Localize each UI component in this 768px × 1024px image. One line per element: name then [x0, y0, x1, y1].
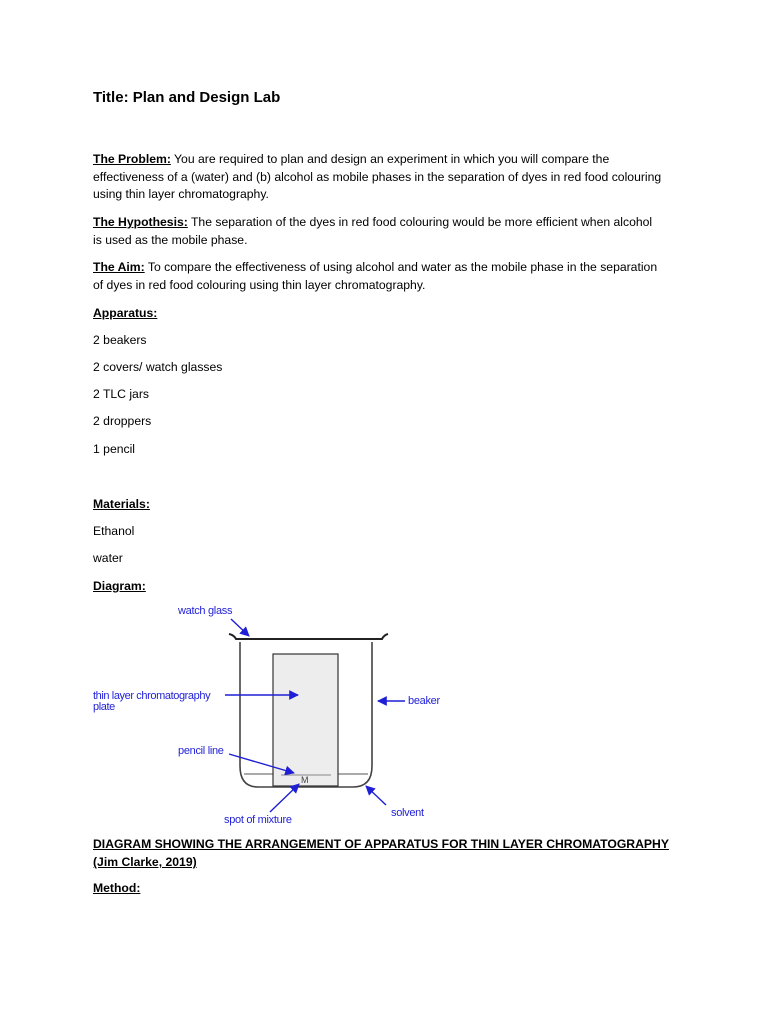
materials-heading: Materials:: [93, 497, 150, 511]
solvent-arrow: [366, 786, 386, 805]
materials-item: water: [93, 551, 123, 565]
diagram-caption: [93, 835, 693, 871]
aim-text: To compare the effectiveness of using alcohol and water as the mobile phase in the separation of dyes in red food colouring using thin layer chromatography.: [93, 260, 658, 292]
spot-label: spot of mixture: [224, 814, 292, 826]
spot-marker-label: M: [301, 775, 309, 785]
page-title: Title: Plan and Design Lab: [93, 89, 281, 106]
materials-item: Ethanol: [93, 524, 135, 538]
problem-paragraph: [93, 151, 663, 204]
diagram-caption-line2: (Jim Clarke, 2019): [93, 855, 197, 869]
beaker-label: beaker: [408, 695, 440, 707]
tlc-plate-label: [93, 690, 213, 713]
tlc-plate-label-line1: thin layer chromatography: [93, 690, 211, 702]
apparatus-item: 2 beakers: [93, 333, 147, 347]
hypothesis-text: The separation of the dyes in red food colouring would be more efficient when alcohol is used as the mobile phase.: [93, 215, 653, 247]
apparatus-item: 2 covers/ watch glasses: [93, 360, 223, 374]
watch-glass-arrow: [231, 619, 249, 636]
hypothesis-paragraph: [93, 214, 663, 249]
apparatus-item: 2 TLC jars: [93, 387, 149, 401]
apparatus-item: 1 pencil: [93, 442, 136, 456]
spot-arrow: [270, 784, 299, 812]
tlc-plate-shape: [273, 654, 338, 786]
apparatus-heading: Apparatus:: [93, 306, 158, 320]
tlc-apparatus-diagram: [0, 590, 768, 830]
problem-label: The Problem:: [93, 152, 171, 166]
tlc-plate-label-line2: plate: [93, 701, 115, 713]
aim-paragraph: [93, 259, 663, 294]
apparatus-item: 2 droppers: [93, 414, 152, 428]
problem-text: You are required to plan and design an experiment in which you will compare the effectiveness of a (water) and (b) alcohol as mobile phases in the separation of dyes in red food colouring using thin layer chromatography.: [93, 152, 662, 201]
method-heading: Method:: [93, 881, 141, 895]
diagram-heading: Diagram:: [93, 579, 146, 593]
solvent-label: solvent: [391, 807, 424, 819]
aim-label: The Aim:: [93, 260, 145, 274]
watch-glass-shape: [229, 634, 388, 639]
hypothesis-label: The Hypothesis:: [93, 215, 188, 229]
watch-glass-label: watch glass: [178, 605, 233, 617]
pencil-line-label: pencil line: [178, 745, 224, 757]
diagram-caption-line1: DIAGRAM SHOWING THE ARRANGEMENT OF APPARATUS FOR THIN LAYER CHROMATOGRAPHY: [93, 837, 669, 851]
